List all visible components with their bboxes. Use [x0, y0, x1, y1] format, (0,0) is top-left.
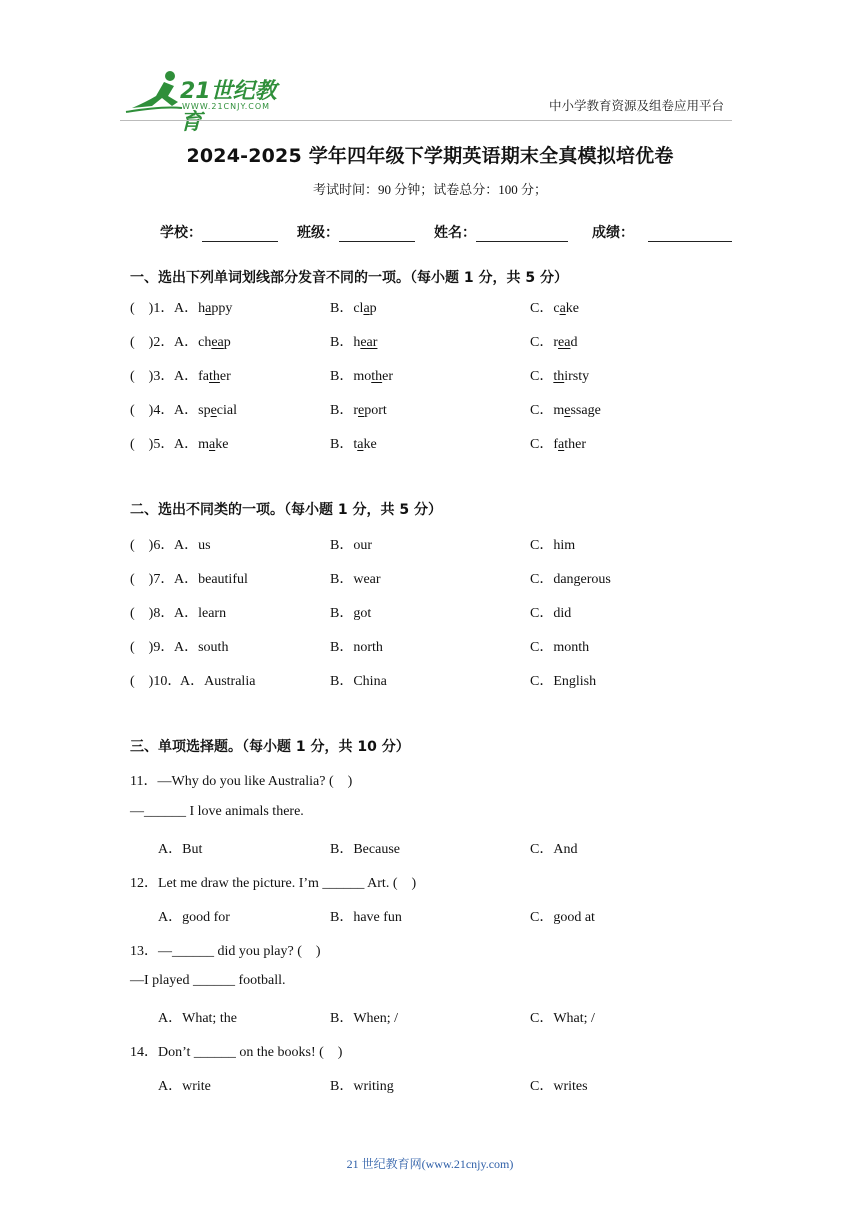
question-number: ( )3．	[130, 369, 175, 384]
footer: 21 世纪教育网(www.21cnjy.com)	[346, 1157, 514, 1171]
option-a	[174, 365, 231, 385]
option-c: C．good at	[530, 910, 595, 925]
option-c: C．dangerous	[530, 572, 611, 587]
underlined-letters: a	[558, 437, 565, 452]
word-part: p	[369, 301, 377, 316]
option-letter: B．	[330, 437, 354, 452]
word-part: h	[353, 335, 361, 350]
option-a: A．What; the	[158, 1011, 237, 1026]
option-letter: A．	[174, 335, 199, 350]
word-part: ke	[215, 437, 229, 452]
option-letter: B．	[330, 335, 354, 350]
option-c: C．And	[530, 842, 578, 857]
option-b: B．our	[330, 538, 372, 553]
option-a	[174, 331, 231, 351]
class-field: 班级：	[297, 222, 415, 242]
underlined-letters: th	[371, 369, 383, 384]
option-a	[174, 297, 232, 317]
option-b: B．north	[330, 640, 383, 655]
name-field: 姓名：	[434, 222, 568, 242]
section1-title: 一、选出下列单词划线部分发音不同的一项。（每小题 1 分，共 5 分）	[130, 270, 568, 286]
question-14-options	[130, 1075, 730, 1097]
option-c: C．month	[530, 640, 590, 655]
option-a: A．us	[174, 538, 211, 553]
word-part: p	[223, 335, 231, 350]
logo	[122, 68, 292, 135]
word-part: ke	[363, 437, 377, 452]
option-c: C．writes	[530, 1079, 588, 1094]
question-12: 12．Let me draw the picture. I’m ______ Art. ( )	[130, 876, 417, 891]
question-row	[130, 568, 730, 590]
option-c: C．What; /	[530, 1011, 595, 1026]
option-b	[330, 297, 377, 317]
word-part: m	[553, 403, 565, 418]
option-c: C．him	[530, 538, 576, 553]
question-number: ( )6．	[130, 538, 175, 553]
word-part: ke	[565, 301, 579, 316]
option-a: A．south	[174, 640, 229, 655]
question-number: ( )1．	[130, 301, 175, 316]
option-b	[330, 399, 387, 419]
question-11-options	[130, 838, 730, 860]
option-letter: B．	[330, 301, 354, 316]
question-number: ( )10．	[130, 674, 182, 689]
option-a: A．learn	[174, 606, 227, 621]
question-number: ( )4．	[130, 403, 175, 418]
option-b: B．Because	[330, 842, 400, 857]
page-title: 2024-2025 学年四年级下学期英语期末全真模拟培优卷	[186, 145, 674, 167]
word-part: ch	[198, 335, 212, 350]
option-a	[174, 433, 228, 453]
question-row	[130, 636, 730, 658]
option-b: B．got	[330, 606, 372, 621]
option-b: B．wear	[330, 572, 381, 587]
option-a: A．write	[158, 1079, 211, 1094]
option-b	[330, 365, 393, 385]
word-part: f	[553, 437, 559, 452]
word-part: cl	[353, 301, 364, 316]
option-a: A．But	[158, 842, 203, 857]
option-b	[330, 331, 377, 351]
logo-text: 21世纪教育	[180, 79, 277, 135]
word-part: sp	[198, 403, 211, 418]
option-b	[330, 433, 377, 453]
question-13: 13．—______ did you play? ( )	[130, 944, 321, 959]
option-letter: C．	[530, 403, 554, 418]
question-row	[130, 602, 730, 624]
option-letter: B．	[330, 403, 354, 418]
question-12-options	[130, 906, 730, 928]
option-b: B．When; /	[330, 1011, 399, 1026]
question-row	[130, 331, 730, 353]
word-part: ppy	[211, 301, 233, 316]
option-a: A．good for	[158, 910, 230, 925]
option-c	[530, 365, 589, 385]
exam-info: 考试时间：90 分钟；试卷总分：100 分；	[312, 182, 547, 197]
option-letter: A．	[174, 301, 199, 316]
word-part: d	[570, 335, 578, 350]
option-b: B．have fun	[330, 910, 402, 925]
option-letter: B．	[330, 369, 354, 384]
word-part: ther	[564, 437, 586, 452]
option-letter: C．	[530, 437, 554, 452]
word-part: h	[198, 301, 206, 316]
question-11: 11．—Why do you like Australia? ( )	[130, 774, 353, 789]
question-row	[130, 365, 730, 387]
question-row	[130, 670, 730, 692]
question-13-options	[130, 1007, 730, 1029]
question-number: ( )7．	[130, 572, 175, 587]
underlined-letters: ea	[211, 335, 224, 350]
option-letter: C．	[530, 335, 554, 350]
question-row	[130, 399, 730, 421]
word-part: ssage	[570, 403, 601, 418]
option-c: C．English	[530, 674, 597, 689]
word-part: r	[353, 403, 359, 418]
option-b: B．China	[330, 674, 387, 689]
underlined-letters: a	[357, 437, 364, 452]
word-part: irsty	[564, 369, 590, 384]
option-a: A．Australia	[180, 674, 256, 689]
option-letter: C．	[530, 301, 554, 316]
section3-title: 三、单项选择题。（每小题 1 分，共 10 分）	[130, 739, 410, 755]
underlined-letters: ea	[558, 335, 571, 350]
header-divider	[120, 120, 732, 121]
question-row	[130, 534, 730, 556]
word-part: port	[364, 403, 387, 418]
question-11-answer-line: —______ I love animals there.	[130, 804, 304, 819]
option-letter: C．	[530, 369, 554, 384]
option-c	[530, 331, 577, 351]
score-field: 成绩：	[592, 222, 732, 242]
question-number: ( )2．	[130, 335, 175, 350]
platform-label: 中小学教育资源及组卷应用平台	[549, 99, 725, 113]
option-letter: A．	[174, 369, 199, 384]
option-c	[530, 433, 586, 453]
question-number: ( )5．	[130, 437, 175, 452]
word-part: er	[219, 369, 231, 384]
underlined-letters: th	[553, 369, 565, 384]
school-field: 学校：	[160, 222, 278, 242]
option-c	[530, 399, 601, 419]
word-part: c	[553, 301, 560, 316]
option-b: B．writing	[330, 1079, 394, 1094]
section2-title: 二、选出不同类的一项。（每小题 1 分，共 5 分）	[130, 502, 442, 518]
underlined-letters: a	[559, 301, 566, 316]
option-letter: A．	[174, 437, 199, 452]
logo-url: WWW.21CNJY.COM	[182, 102, 271, 111]
word-part: m	[198, 437, 210, 452]
underlined-letters: ear	[360, 335, 378, 350]
underlined-letters: e	[564, 403, 571, 418]
option-a: A．beautiful	[174, 572, 248, 587]
word-part: t	[353, 437, 358, 452]
underlined-letters: e	[358, 403, 365, 418]
question-number: ( )8．	[130, 606, 175, 621]
option-c: C．did	[530, 606, 572, 621]
question-14: 14．Don’t ______ on the books! ( )	[130, 1045, 343, 1060]
underlined-letters: a	[363, 301, 370, 316]
underlined-letters: th	[209, 369, 220, 384]
question-13-answer-line: —I played ______ football.	[130, 973, 286, 988]
underlined-letters: a	[205, 301, 212, 316]
word-part: cial	[216, 403, 238, 418]
question-row	[130, 433, 730, 455]
word-part: mo	[353, 369, 372, 384]
underlined-letters: a	[209, 437, 216, 452]
word-part: er	[382, 369, 394, 384]
option-letter: A．	[174, 403, 199, 418]
word-part: r	[553, 335, 559, 350]
question-number: ( )9．	[130, 640, 175, 655]
option-c	[530, 297, 579, 317]
question-row	[130, 297, 730, 319]
word-part: fa	[198, 369, 210, 384]
option-a	[174, 399, 237, 419]
underlined-letters: e	[210, 403, 217, 418]
